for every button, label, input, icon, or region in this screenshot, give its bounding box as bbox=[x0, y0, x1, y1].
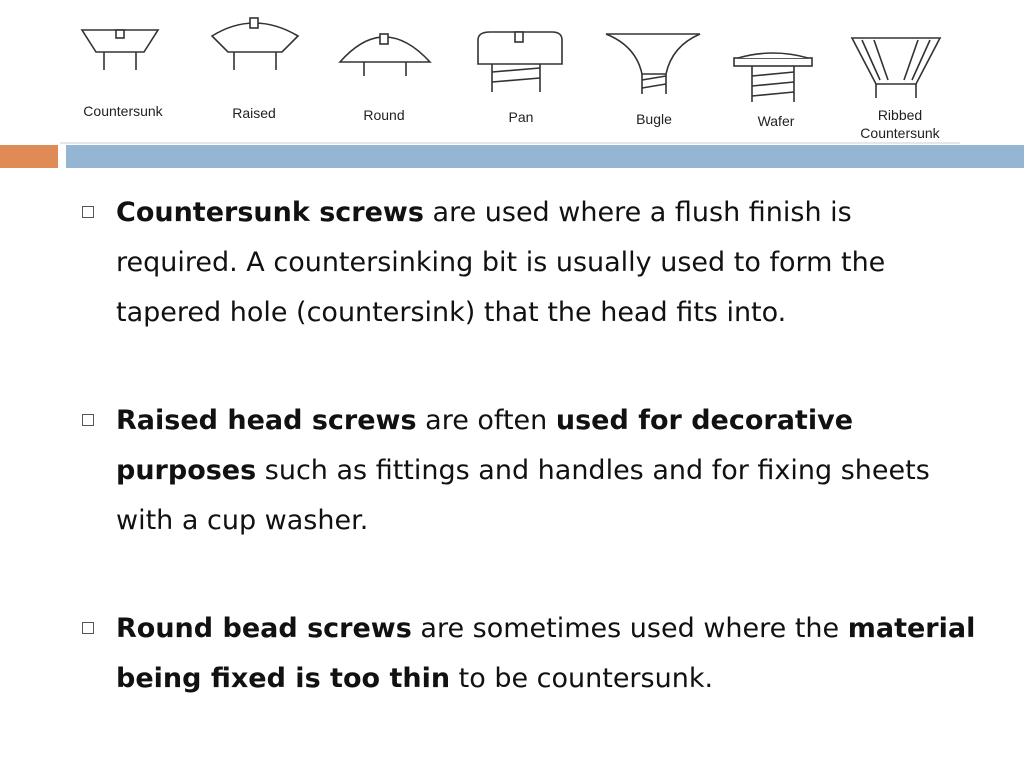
bullet-raised bbox=[80, 396, 980, 546]
bullet-round bbox=[80, 604, 980, 704]
label-ribbed-line1: Ribbed bbox=[877, 107, 923, 123]
accent-bar-blue bbox=[66, 145, 1024, 168]
label-countersunk: Countersunk bbox=[83, 103, 163, 119]
bullet-box-icon bbox=[82, 206, 94, 218]
wafer-head-icon bbox=[734, 53, 812, 102]
label-bugle: Bugle bbox=[636, 111, 672, 127]
label-ribbed-line2: Countersunk bbox=[860, 125, 940, 141]
bugle-head-icon bbox=[606, 34, 700, 94]
bullet-box-icon bbox=[82, 414, 94, 426]
bullet-text: to be countersunk. bbox=[450, 663, 714, 694]
bullet-text: such as fittings and handles and for fixing sheets with a cup washer. bbox=[116, 455, 930, 536]
bullet-box-icon bbox=[82, 622, 94, 634]
countersunk-head-icon bbox=[82, 30, 158, 70]
bullet-text: are sometimes used where the bbox=[411, 613, 848, 644]
ribbed-countersunk-head-icon bbox=[852, 38, 940, 98]
bullet-text: are often bbox=[416, 405, 556, 436]
accent-bar-orange bbox=[0, 145, 58, 168]
label-round: Round bbox=[363, 107, 405, 123]
screw-head-types-diagram bbox=[0, 0, 1024, 145]
round-head-icon bbox=[340, 34, 430, 76]
bullet-list bbox=[80, 188, 980, 762]
bullet-lead: Raised head screws bbox=[116, 405, 417, 436]
bullet-lead: Round bead screws bbox=[116, 613, 412, 644]
bullet-text: are used where a flush finish is required. A countersinking bit is usually used to form the tapered hole (countersink) that the head fits into. bbox=[116, 197, 886, 328]
bullet-emphasis: used for decorative purposes bbox=[116, 405, 854, 486]
label-wafer: Wafer bbox=[757, 113, 795, 129]
pan-head-icon bbox=[478, 32, 562, 92]
bullet-countersunk bbox=[80, 188, 980, 338]
label-raised: Raised bbox=[232, 105, 276, 121]
bullet-lead: Countersunk screws bbox=[116, 197, 424, 228]
screw-heads-svg bbox=[0, 0, 1024, 145]
bullet-emphasis: material being fixed is too thin bbox=[116, 613, 976, 694]
raised-head-icon bbox=[212, 18, 298, 70]
label-pan: Pan bbox=[508, 109, 534, 125]
